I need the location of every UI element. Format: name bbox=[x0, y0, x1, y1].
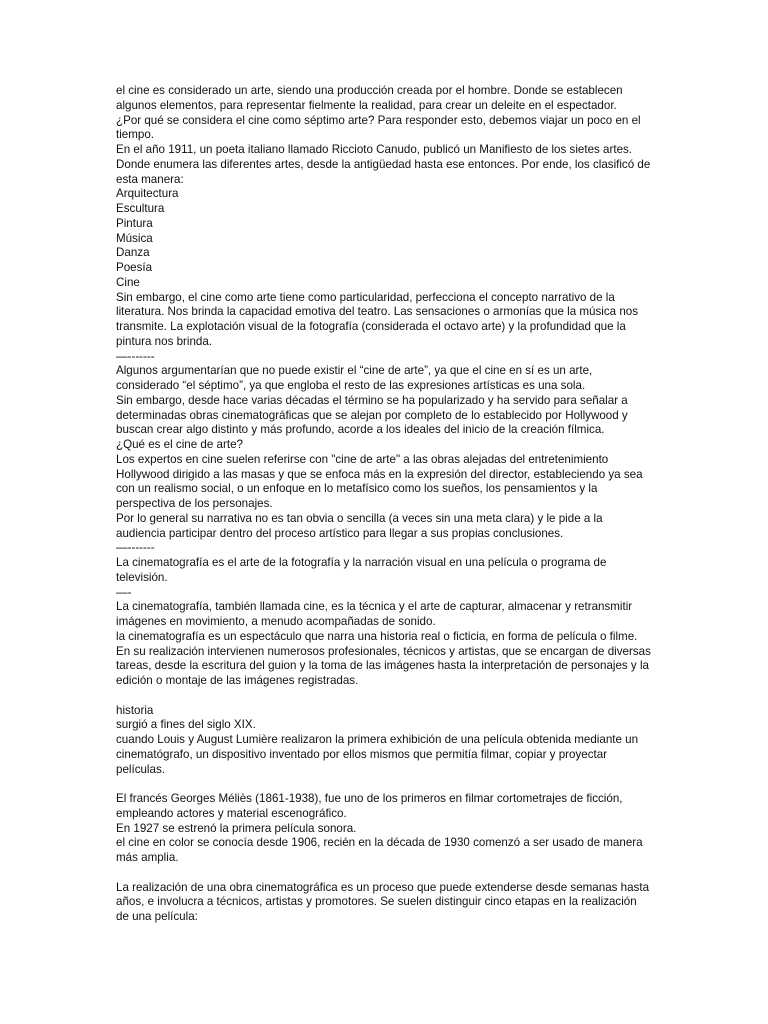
blank-line bbox=[116, 866, 652, 881]
paragraph-intro: el cine es considerado un arte, siendo una producción creada por el hombre. Donde se establecen algunos elementos, para representar fielmente la realidad, para crear un deleite en el espectador. bbox=[116, 84, 623, 112]
paragraph-termino-popularizado: Sin embargo, desde hace varias décadas el término se ha popularizado y ha servido para señalar a determinadas obras cinematográficas que se alejan por completo de lo establecido por Hollywood y buscan crear algo distinto y más profundo, acorde a los ideales del inicio de la creación fílmica. bbox=[116, 393, 628, 437]
paragraph-melies: El francés Georges Méliès (1861-1938), fue uno de los primeros en filmar cortometrajes de ficción, empleando actores y material escenográfico. bbox=[116, 792, 623, 820]
paragraph-siglo-xix: surgió a fines del siglo XIX. bbox=[116, 718, 256, 732]
list-item-poesia: Poesía bbox=[116, 261, 153, 274]
paragraph-narrativa: Por lo general su narrativa no es tan obvia o sencilla (a veces sin una meta clara) y le pide a la audiencia participar dentro del proceso artístico para llegar a sus propias conclusiones. bbox=[116, 511, 603, 540]
paragraph-question-septimo-arte: ¿Por qué se considera el cine como séptimo arte? Para responder esto, debemos viajar un poco en el tiempo. bbox=[116, 113, 641, 142]
separator: —------- bbox=[116, 541, 155, 555]
separator-short: —- bbox=[116, 585, 132, 599]
paragraph-particularidad: Sin embargo, el cine como arte tiene como particularidad, perfecciona el concepto narrativo de la literatura. Nos brinda la capacidad emotiva del teatro. Las sensaciones o armonías que la música nos transmite. La explotación visual de la fotografía (considerada el octavo arte) y la profundidad que la pintura nos brinda. bbox=[116, 290, 639, 348]
paragraph-canudo-manifesto: En el año 1911, un poeta italiano llamado Riccioto Canudo, publicó un Manifiesto de los sietes artes. Donde enumera las diferentes artes, desde la antigüedad hasta ese entonces. Por ende, los clasificó de esta manera: bbox=[116, 143, 651, 186]
paragraph-question-cine-de-arte: ¿Qué es el cine de arte? bbox=[116, 438, 243, 451]
list-item-escultura: Escultura bbox=[116, 202, 165, 215]
paragraph-lumiere: cuando Louis y August Lumière realizaron la primera exhibición de una película obtenida mediante un cinematógrafo, un dispositivo inventado por ellos mismos que permitía filmar, copiar y proyectar películas. bbox=[116, 733, 639, 776]
paragraph-realizacion-profesionales: En su realización intervienen numerosos profesionales, técnicos y artistas, que se encargan de diversas tareas, desde la escritura del guion y la toma de las imágenes hasta la interpretación de personajes y la edición o montaje de las imágenes registradas. bbox=[116, 644, 651, 687]
paragraph-expertos: Los expertos en cine suelen referirse con "cine de arte" a las obras alejadas del entretenimiento Hollywood dirigido a las masas y que se enfoca más en la expresión del director, estableciendo ya sea con un realismo social, o un enfoque en lo metafísico como los sueños, los pensamientos y la perspectiva de los personajes. bbox=[116, 452, 643, 510]
blank-line bbox=[116, 689, 652, 704]
list-item-pintura: Pintura bbox=[116, 216, 153, 230]
list-item-cine: Cine bbox=[116, 275, 140, 289]
list-item-arquitectura: Arquitectura bbox=[116, 187, 179, 201]
list-item-danza: Danza bbox=[116, 246, 150, 260]
heading-historia: historia bbox=[116, 703, 154, 717]
paragraph-espectaculo: la cinematografía es un espectáculo que narra una historia real o ficticia, en forma de película o filme. bbox=[116, 629, 638, 643]
paragraph-etapas-realizacion: La realización de una obra cinematográfica es un proceso que puede extenderse desde semanas hasta años, e involucra a técnicos, artistas y promotores. Se suelen distinguir cinco etapas en la realización de una película: bbox=[116, 880, 650, 923]
separator: —------- bbox=[116, 349, 155, 363]
document-body bbox=[116, 84, 652, 925]
blank-line bbox=[116, 777, 652, 792]
list-item-musica: Música bbox=[116, 231, 153, 245]
paragraph-cinematografia-definicion: La cinematografía es el arte de la fotografía y la narración visual en una película o programa de televisión. bbox=[116, 556, 607, 584]
paragraph-cinematografia-tecnica: La cinematografía, también llamada cine, es la técnica y el arte de capturar, almacenar y retransmitir imágenes en movimiento, a menudo acompañadas de sonido. bbox=[116, 600, 633, 628]
paragraph-cine-color: el cine en color se conocía desde 1906, recién en la década de 1930 comenzó a ser usado de manera más amplia. bbox=[116, 836, 643, 864]
paragraph-pelicula-sonora: En 1927 se estrenó la primera película sonora. bbox=[116, 821, 357, 835]
paragraph-cine-de-arte-argument: Algunos argumentarían que no puede existir el “cine de arte”, ya que el cine en sí es un arte, considerado “el séptimo”, ya que engloba el resto de las expresiones artísticas es una sola. bbox=[116, 364, 593, 392]
